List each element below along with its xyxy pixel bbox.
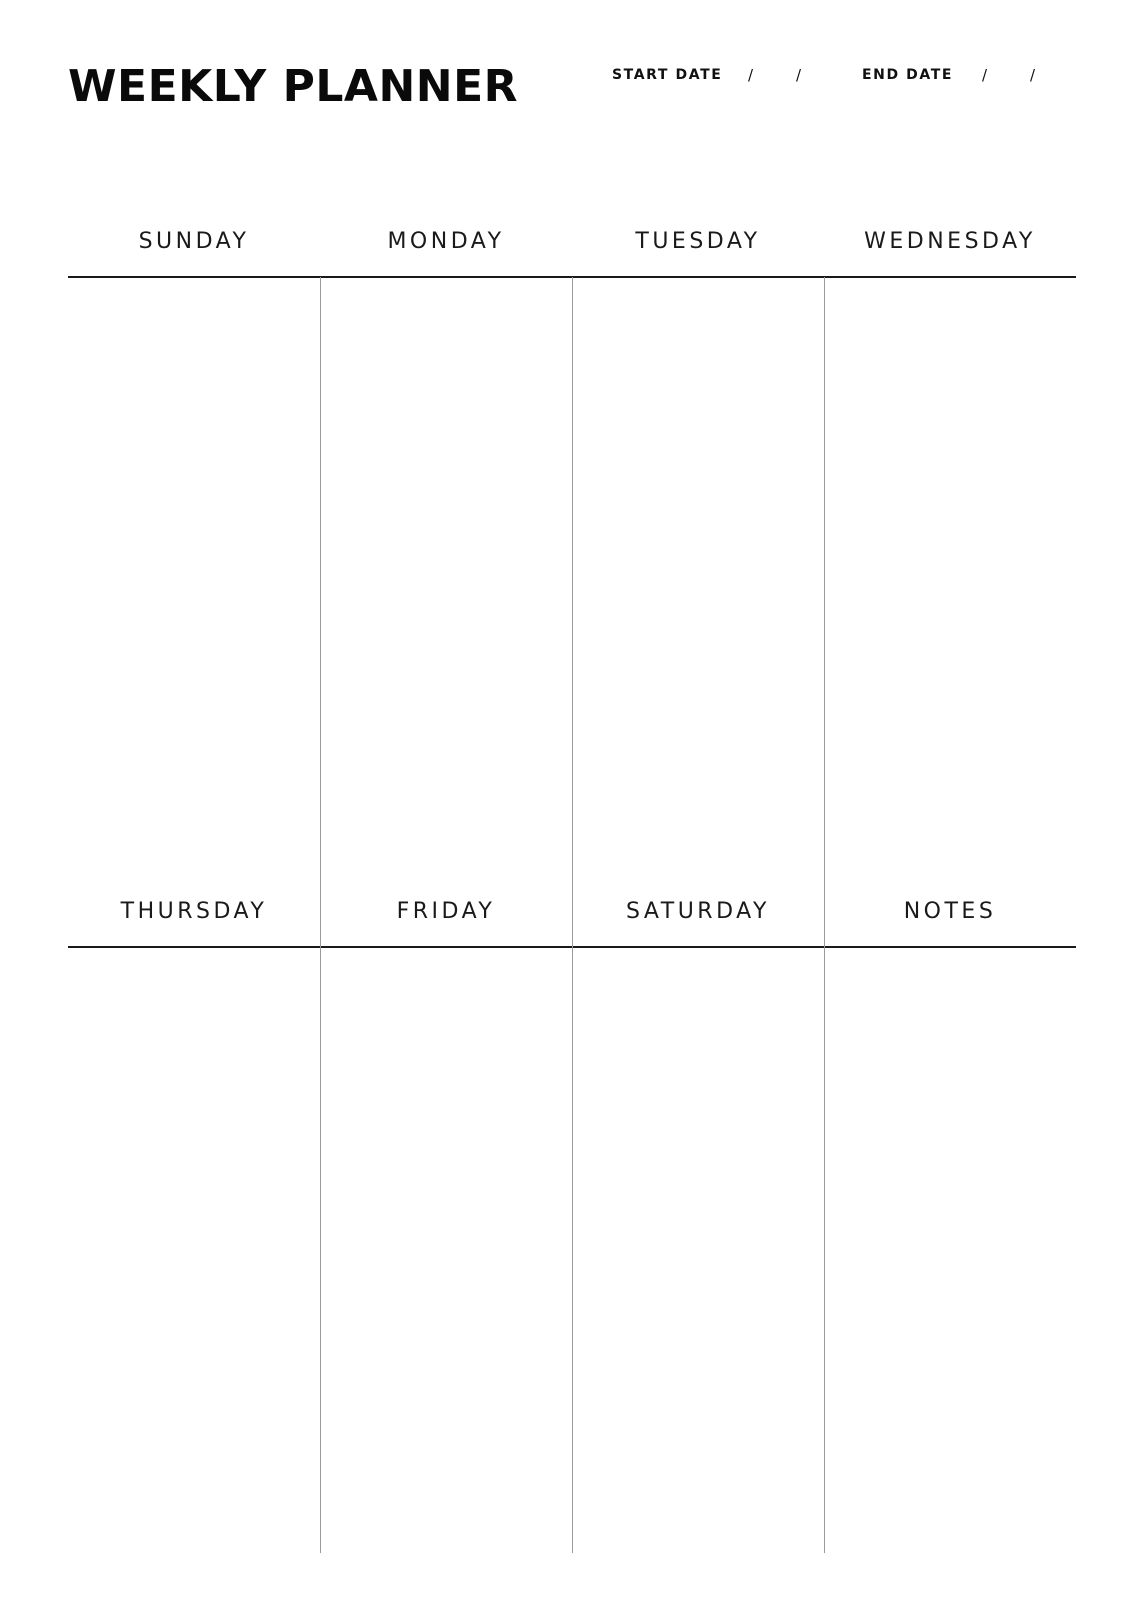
friday-cell[interactable] bbox=[321, 948, 572, 1553]
tuesday-cell[interactable] bbox=[573, 278, 824, 878]
notes-header: NOTES bbox=[903, 899, 997, 924]
sunday-cell[interactable] bbox=[68, 278, 320, 878]
end-date-separator: / bbox=[1030, 66, 1036, 84]
notes-cell[interactable] bbox=[825, 948, 1076, 1553]
day-header-saturday: SATURDAY bbox=[626, 899, 770, 924]
start-date-field[interactable] bbox=[735, 60, 825, 90]
day-header-tuesday: TUESDAY bbox=[635, 229, 761, 254]
saturday-cell[interactable] bbox=[573, 948, 824, 1553]
thursday-cell[interactable] bbox=[68, 948, 320, 1553]
end-date-separator: / bbox=[982, 66, 988, 84]
start-date-separator: / bbox=[796, 66, 802, 84]
wednesday-cell[interactable] bbox=[825, 278, 1076, 878]
day-header-wednesday: WEDNESDAY bbox=[864, 229, 1036, 254]
end-date-field[interactable] bbox=[968, 60, 1058, 90]
monday-cell[interactable] bbox=[321, 278, 572, 878]
page-title: WEEKLY PLANNER bbox=[68, 61, 519, 112]
day-header-sunday: SUNDAY bbox=[138, 229, 250, 254]
day-header-friday: FRIDAY bbox=[396, 899, 496, 924]
start-date-label: START DATE bbox=[612, 67, 723, 83]
end-date-label: END DATE bbox=[862, 67, 954, 83]
day-header-thursday: THURSDAY bbox=[120, 899, 268, 924]
day-header-monday: MONDAY bbox=[387, 229, 505, 254]
start-date-separator: / bbox=[748, 66, 754, 84]
